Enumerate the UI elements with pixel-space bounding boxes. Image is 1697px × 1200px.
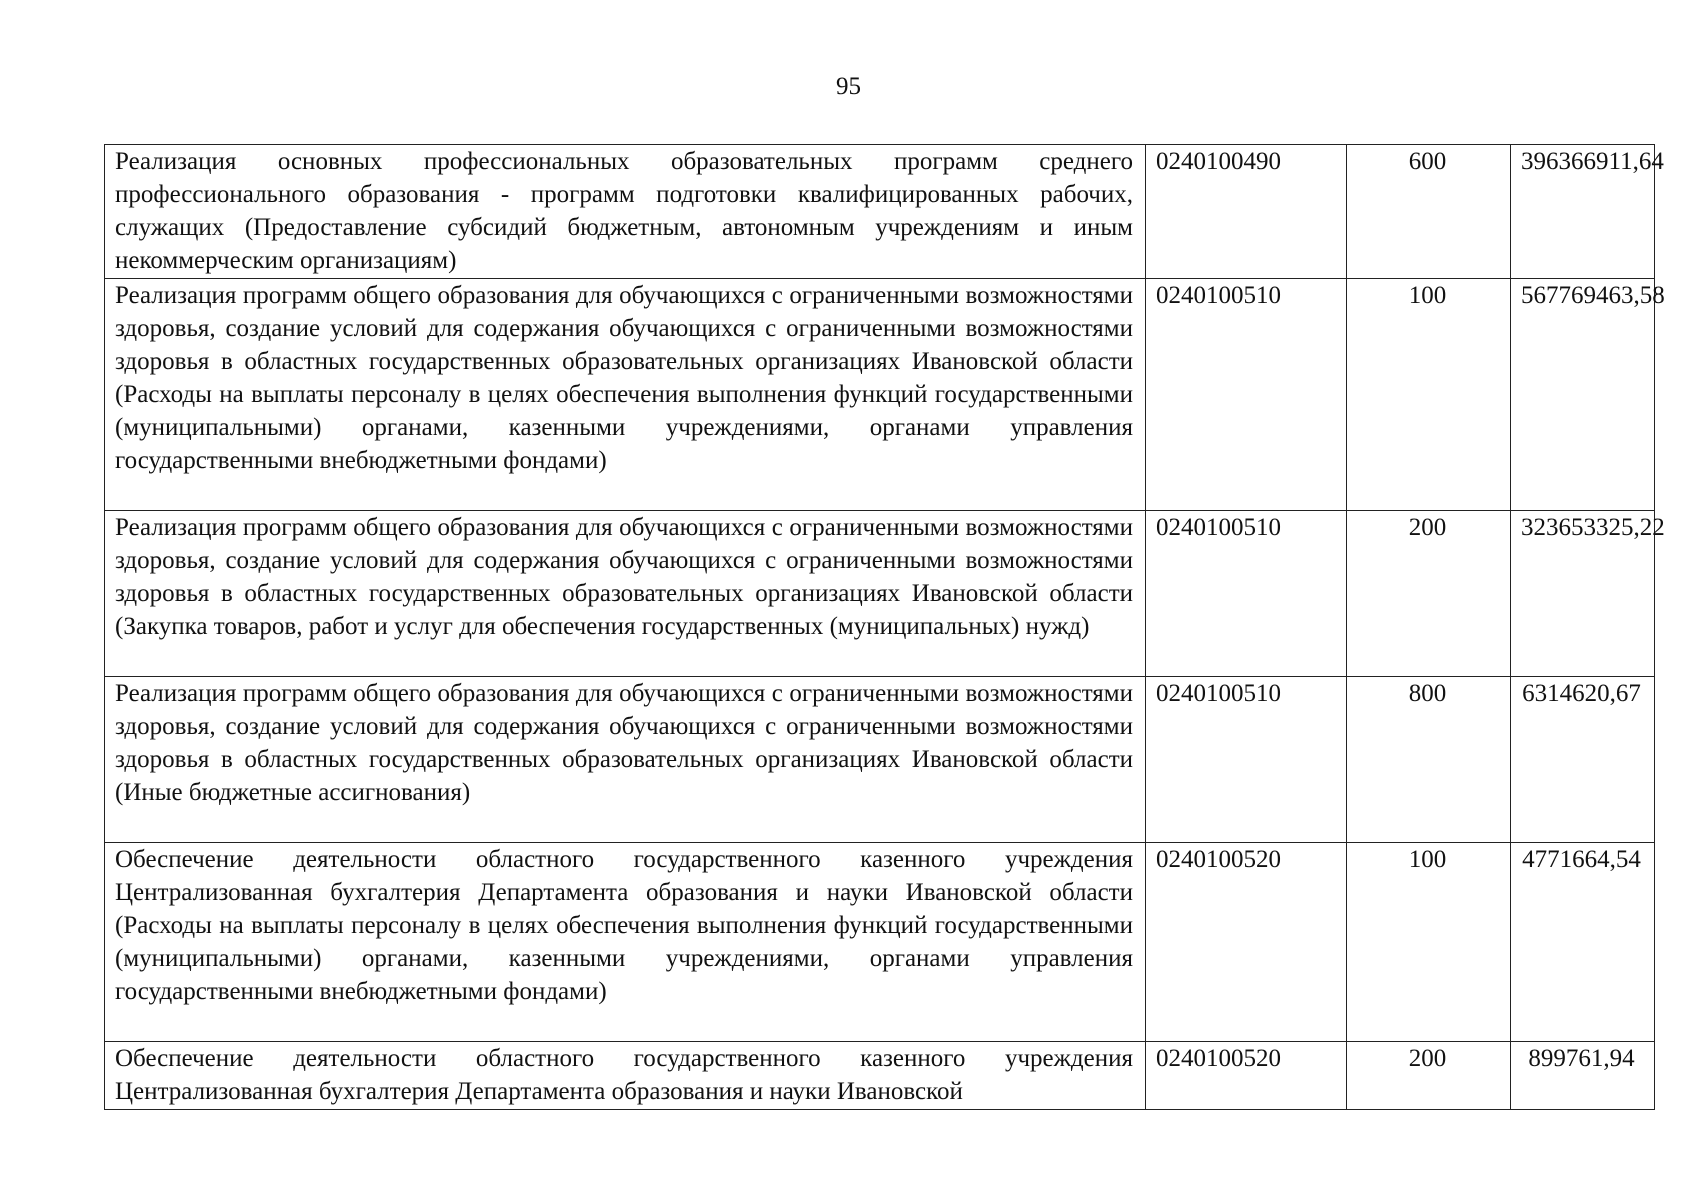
description-cell [105,279,1146,511]
type-cell: 200 [1347,1042,1511,1110]
type-cell: 600 [1347,145,1511,279]
table-row [105,511,1655,677]
type-cell: 200 [1347,511,1511,677]
description-text: Реализация программ общего образования для обучающихся с ограниченными возможностями здоровья, создание условий для содержания обучающихся с ограниченными возможностями здоровья в областных государственных образовательных организациях Ивановской области (Закупка товаров, работ и услуг для обеспечения государственных (муниципальных) нужд) [115,514,1133,640]
code-cell: 0240100510 [1146,279,1347,511]
description-text: Реализация основных профессиональных образовательных программ среднего профессионального образования - программ подготовки квалифицированных рабочих, служащих (Предоставление субсидий бюджетным, автономным учреждениям и иным некоммерческим организациям) [115,148,1133,274]
table-row [105,677,1655,843]
description-text: Обеспечение деятельности областного государственного казенного учреждения Централизованная бухгалтерия Департамента образования и науки Ивановской области (Расходы на выплаты персоналу в целях обеспечения выполнения функций государственными (муниципальными) органами, казенными учреждениями, органами управления государственными внебюджетными фондами) [115,846,1133,1005]
table-row [105,279,1655,511]
table-body [105,145,1665,1110]
amount-cell: 4771664,54 [1511,843,1655,1042]
description-cell [105,511,1146,677]
code-cell: 0240100520 [1146,1042,1347,1110]
code-cell: 0240100490 [1146,145,1347,279]
type-cell: 800 [1347,677,1511,843]
amount-cell: 6314620,67 [1511,677,1655,843]
type-cell: 100 [1347,279,1511,511]
code-cell: 0240100510 [1146,511,1347,677]
table-row [105,843,1655,1042]
description-cell [105,145,1146,279]
type-cell: 100 [1347,843,1511,1042]
code-cell: 0240100520 [1146,843,1347,1042]
description-cell [105,1042,1146,1110]
amount-cell: 323653325,22 [1511,511,1655,677]
code-cell: 0240100510 [1146,677,1347,843]
table-row [105,1042,1655,1110]
amount-cell: 899761,94 [1511,1042,1655,1110]
table-row [105,145,1655,279]
description-text: Обеспечение деятельности областного государственного казенного учреждения Централизованная бухгалтерия Департамента образования и науки Ивановской [115,1045,1133,1105]
description-cell [105,843,1146,1042]
amount-cell: 396366911,64 [1511,145,1655,279]
amount-cell: 567769463,58 [1511,279,1655,511]
description-text: Реализация программ общего образования для обучающихся с ограниченными возможностями здоровья, создание условий для содержания обучающихся с ограниченными возможностями здоровья в областных государственных образовательных организациях Ивановской области (Расходы на выплаты персоналу в целях обеспечения выполнения функций государственными (муниципальными) органами, казенными учреждениями, органами управления государственными внебюджетными фондами) [115,282,1133,474]
description-text: Реализация программ общего образования для обучающихся с ограниченными возможностями здоровья, создание условий для содержания обучающихся с ограниченными возможностями здоровья в областных государственных образовательных организациях Ивановской области (Иные бюджетные ассигнования) [115,680,1133,806]
description-cell [105,677,1146,843]
page-number: 95 [836,73,861,100]
budget-table [104,144,1665,1110]
